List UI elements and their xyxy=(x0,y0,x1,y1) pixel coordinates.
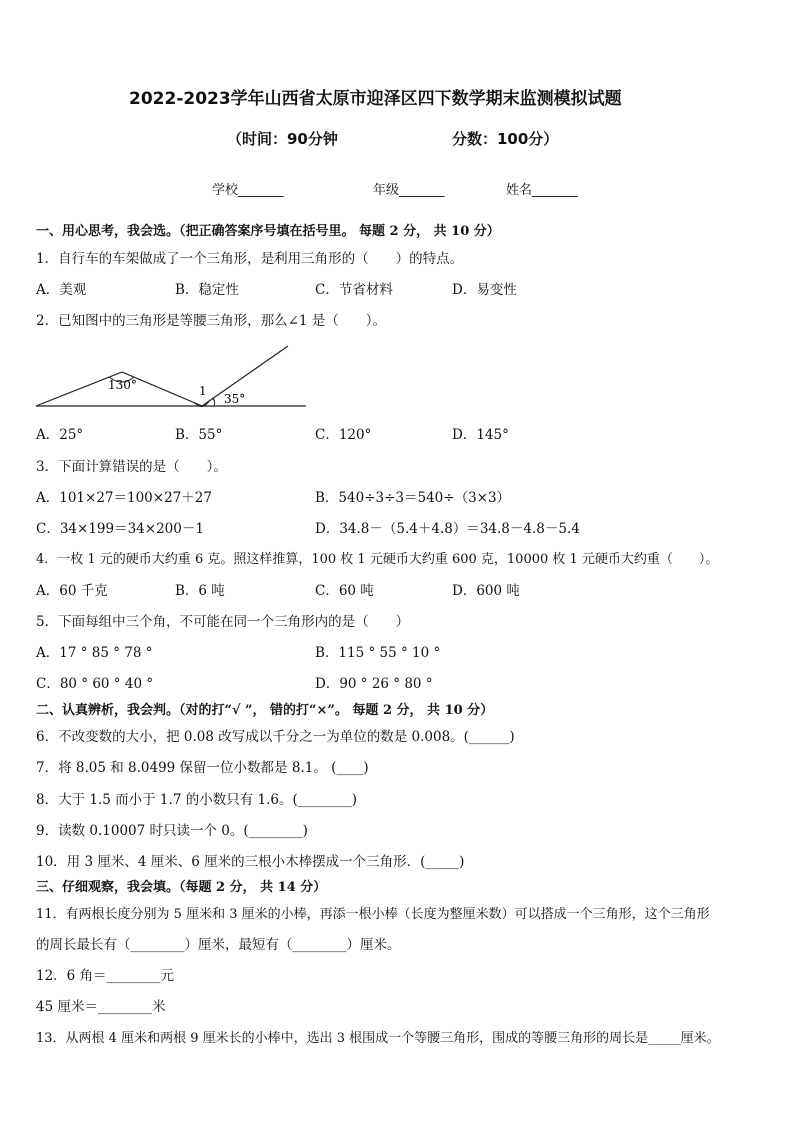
q1-option-c: C．节省材料 xyxy=(315,282,393,298)
angle-label-1: 1 xyxy=(199,384,207,398)
school-field: 学校_______ xyxy=(212,183,284,198)
page-title: 2022-2023学年山西省太原市迎泽区四下数学期末监测模拟试题 xyxy=(129,89,622,109)
question-2: 2．已知图中的三角形是等腰三角形，那么∠1 是（ ）。 xyxy=(36,313,387,329)
question-10: 10．用 3 厘米、4 厘米、6 厘米的三根小木棒摆成一个三角形．(_____) xyxy=(36,854,465,870)
q1-option-d: D．易变性 xyxy=(452,282,517,298)
name-field: 姓名_______ xyxy=(506,183,578,198)
q4-option-d: D．600 吨 xyxy=(452,583,520,599)
question-5: 5．下面每组中三个角，不可能在同一个三角形内的是（ ） xyxy=(36,614,410,630)
question-6: 6．不改变数的大小，把 0.08 改写成以千分之一为单位的数是 0.008。(______) xyxy=(36,729,515,745)
angle-label-top: 130° xyxy=(108,378,137,392)
section-1-heading: 一、用心思考，我会选。（把正确答案序号填在括号里。 每题 2 分， 共 10 分） xyxy=(36,224,500,239)
question-9: 9．读数 0.10007 时只读一个 0。(________) xyxy=(36,823,308,839)
question-3: 3．下面计算错误的是（ ）。 xyxy=(36,459,227,475)
question-7: 7．将 8.05 和 8.0499 保留一位小数都是 8.1。 (____) xyxy=(36,760,369,776)
q3-option-c: C．34×199＝34×200－1 xyxy=(36,521,204,537)
q4-option-a: A．60 千克 xyxy=(36,583,108,599)
question-12-line-1: 12．6 角＝________元 xyxy=(36,968,175,984)
angle-label-right: 35° xyxy=(224,392,246,406)
section-3-heading: 三、仔细观察，我会填。（每题 2 分， 共 14 分） xyxy=(36,880,327,895)
q5-option-d: D．90 ° 26 ° 80 ° xyxy=(315,676,433,692)
q4-option-b: B．6 吨 xyxy=(175,583,225,599)
question-11-line-1: 11．有两根长度分别为 5 厘米和 3 厘米的小棒，再添一根小棒（长度为整厘米数）可以搭成一个三角形，这个三角形 xyxy=(36,907,710,922)
q5-option-b: B．115 ° 55 ° 10 ° xyxy=(315,645,441,661)
section-2-heading: 二、认真辨析，我会判。（对的打“√ ”， 错的打“×”。 每题 2 分， 共 10 分） xyxy=(36,703,494,718)
q3-option-d: D．34.8－（5.4＋4.8）＝34.8－4.8－5.4 xyxy=(315,521,580,537)
q2-option-d: D．145° xyxy=(452,427,509,443)
q2-option-a: A．25° xyxy=(36,427,84,443)
q4-option-c: C．60 吨 xyxy=(315,583,374,599)
q3-option-b: B．540÷3÷3＝540÷（3×3） xyxy=(315,490,511,506)
question-8: 8．大于 1.5 而小于 1.7 的小数只有 1.6。(________) xyxy=(36,792,357,808)
q2-option-b: B．55° xyxy=(175,427,223,443)
question-13: 13．从两根 4 厘米和两根 9 厘米长的小棒中，选出 3 根围成一个等腰三角形，围成的等腰三角形的周长是_____厘米。 xyxy=(36,1031,720,1046)
grade-field: 年级_______ xyxy=(373,183,445,198)
q3-option-a: A．101×27＝100×27＋27 xyxy=(36,490,212,506)
q5-option-c: C．80 ° 60 ° 40 ° xyxy=(36,676,154,692)
question-1: 1．自行车的车架做成了一个三角形，是利用三角形的（ ）的特点。 xyxy=(36,251,464,267)
q2-option-c: C．120° xyxy=(315,427,372,443)
question-11-line-2: 的周长最长有（________）厘米，最短有（________）厘米。 xyxy=(36,937,401,953)
question-4: 4．一枚 1 元的硬币大约重 6 克。照这样推算，100 枚 1 元硬币大约重 600 克，10000 枚 1 元硬币大约重（ ）。 xyxy=(36,552,719,567)
question-12-line-2: 45 厘米＝________米 xyxy=(36,999,166,1015)
q1-option-a: A．美观 xyxy=(36,282,87,298)
triangle-figure xyxy=(34,342,310,414)
q1-option-b: B．稳定性 xyxy=(175,282,239,298)
q5-option-a: A．17 ° 85 ° 78 ° xyxy=(36,645,153,661)
score-label: 分数：100分） xyxy=(452,130,559,148)
time-label: （时间：90分钟 xyxy=(227,130,338,148)
